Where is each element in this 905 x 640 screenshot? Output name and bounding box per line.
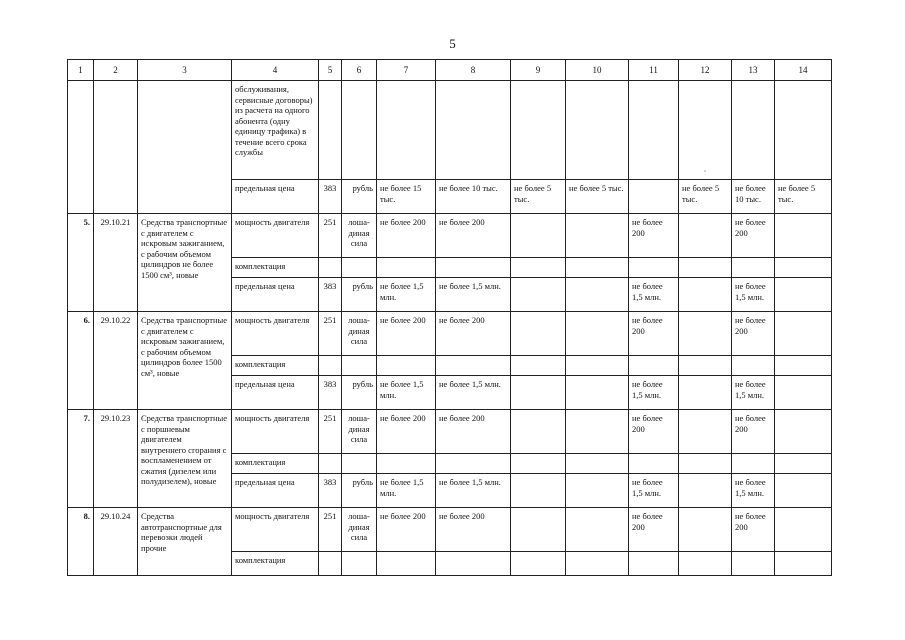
header-cell: 7: [377, 60, 436, 81]
header-row: [68, 60, 832, 81]
code-cell: 29.10.24: [94, 508, 138, 576]
characteristic-cell: обслуживания, сервисные договоры) из расчета на одного абонента (одну единицу трафика) в течение всего срока службы: [232, 81, 319, 180]
table-row: комплектация: [68, 258, 832, 278]
table-row: 5. 29.10.21 Средства транспортные с двигателем с искровым зажиганием, с рабочим объемом цилиндров не более 1500 см³, новые мощность двигателя 251 лоша-диная сила не более 200 не более 200 не более 200 не более 200: [68, 214, 832, 258]
header-cell: 12: [679, 60, 732, 81]
table-row: предельная цена 383 рубль не более 1,5 млн. не более 1,5 млн. не более 1,5 млн. не более 1,5 млн.: [68, 278, 832, 312]
header-cell: 6: [342, 60, 377, 81]
num-cell: 5.: [68, 214, 94, 312]
header-cell: 3: [138, 60, 232, 81]
table-row: комплектация: [68, 454, 832, 474]
table-row: предельная цена 383 рубль не более 1,5 млн. не более 1,5 млн. не более 1,5 млн. не более 1,5 млн.: [68, 376, 832, 410]
table-row: [68, 81, 832, 180]
code-cell: 29.10.21: [94, 214, 138, 312]
header-cell: 5: [319, 60, 342, 81]
table-row: комплектация: [68, 552, 832, 576]
specs-table: [67, 59, 832, 576]
table-row: комплектация: [68, 356, 832, 376]
name-cell: Средства транспортные с двигателем с искровым зажиганием, с рабочим объемом цилиндров более 1500 см³, новые: [138, 312, 232, 410]
code-cell: 29.10.22: [94, 312, 138, 410]
header-cell: 11: [629, 60, 679, 81]
name-cell: Средства транспортные с двигателем с искровым зажиганием, с рабочим объемом цилиндров не более 1500 см³, новые: [138, 214, 232, 312]
header-cell: 14: [775, 60, 832, 81]
header-cell: 10: [566, 60, 629, 81]
table-row: предельная цена 383 рубль не более 1,5 млн. не более 1,5 млн. не более 1,5 млн. не более 1,5 млн.: [68, 474, 832, 508]
header-cell: 4: [232, 60, 319, 81]
code-cell: [94, 81, 138, 214]
header-cell: 8: [436, 60, 511, 81]
code-cell: 29.10.23: [94, 410, 138, 508]
page-number: 5: [449, 36, 456, 51]
table-row: предельная цена 383 рубль не более 15 тыс. не более 10 тыс. не более 5 тыс. не более 5 тыс. не более 5 тыс. не более 10 тыс. не более 5 тыс.: [68, 180, 832, 214]
num-cell: 6.: [68, 312, 94, 410]
table-row: 7. 29.10.23 Средства транспортные с поршневым двигателем внутреннего сгорания с воспламенением от сжатия (дизелем или полудизелем), новые мощность двигателя 251 лоша-диная сила не более 200 не более 200 не более 200 не более 200: [68, 410, 832, 454]
table-row: 6. 29.10.22 Средства транспортные с двигателем с искровым зажиганием, с рабочим объемом цилиндров более 1500 см³, новые мощность двигателя 251 лоша-диная сила не более 200 не более 200 не более 200 не более 200: [68, 312, 832, 356]
header-cell: 2: [94, 60, 138, 81]
header-cell: 1: [68, 60, 94, 81]
num-cell: 7.: [68, 410, 94, 508]
table-row: 8. 29.10.24 Средства автотранспортные для перевозки людей прочие мощность двигателя 251 лоша-диная сила не более 200 не более 200 не более 200 не более 200: [68, 508, 832, 552]
header-cell: 9: [511, 60, 566, 81]
num-cell: [68, 81, 94, 214]
name-cell: [138, 81, 232, 214]
name-cell: Средства транспортные с поршневым двигателем внутреннего сгорания с воспламенением от сжатия (дизелем или полудизелем), новые: [138, 410, 232, 508]
header-cell: 13: [732, 60, 775, 81]
num-cell: 8.: [68, 508, 94, 576]
mark-cell: ·: [679, 81, 732, 180]
name-cell: Средства автотранспортные для перевозки людей прочие: [138, 508, 232, 576]
